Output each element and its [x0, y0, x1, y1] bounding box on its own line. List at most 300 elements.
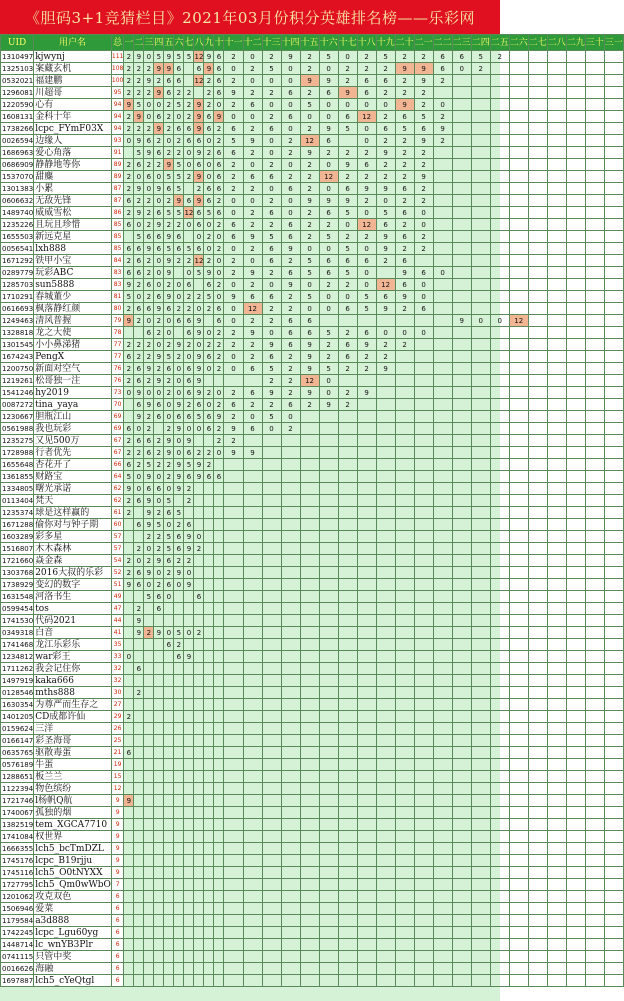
- username-link[interactable]: 为尊严而生存之: [34, 699, 112, 711]
- day-score-cell: [528, 663, 547, 675]
- table-row[interactable]: [1, 675, 624, 687]
- table-row[interactable]: [1, 927, 624, 939]
- table-row[interactable]: [1, 123, 624, 135]
- day-score-cell: 9: [194, 471, 204, 483]
- table-row[interactable]: [1, 459, 624, 471]
- table-row[interactable]: [1, 507, 624, 519]
- day-score-cell: [566, 555, 585, 567]
- username-link[interactable]: 甜麋: [34, 171, 112, 183]
- day-score-cell: [585, 687, 604, 699]
- day-score-cell: [414, 447, 433, 459]
- day-score-cell: [281, 459, 300, 471]
- username-link[interactable]: 孤独的烟: [34, 807, 112, 819]
- table-row[interactable]: [1, 711, 624, 723]
- day-score-cell: [281, 867, 300, 879]
- username-link[interactable]: l杨帆Q航: [34, 795, 112, 807]
- table-row[interactable]: [1, 735, 624, 747]
- table-row[interactable]: [1, 339, 624, 351]
- day-score-cell: 0: [164, 315, 174, 327]
- table-row[interactable]: [1, 111, 624, 123]
- day-score-cell: [490, 915, 509, 927]
- day-score-cell: 12: [300, 135, 319, 147]
- username-link[interactable]: hy2019: [34, 387, 112, 399]
- day-score-cell: [214, 843, 224, 855]
- day-score-cell: 6: [124, 351, 134, 363]
- day-score-cell: [547, 183, 566, 195]
- username-link[interactable]: 金科十年: [34, 111, 112, 123]
- day-score-cell: [585, 963, 604, 975]
- day-score-cell: 9: [194, 375, 204, 387]
- username-link[interactable]: 爱菜: [34, 903, 112, 915]
- table-row[interactable]: [1, 747, 624, 759]
- day-score-cell: [585, 411, 604, 423]
- day-score-cell: [214, 639, 224, 651]
- username-link[interactable]: 铁甲小宝: [34, 255, 112, 267]
- day-score-cell: 6: [144, 483, 154, 495]
- day-score-cell: [262, 843, 281, 855]
- table-row[interactable]: [1, 159, 624, 171]
- day-score-cell: [164, 615, 174, 627]
- table-row[interactable]: [1, 843, 624, 855]
- day-score-cell: [224, 459, 243, 471]
- username-link[interactable]: 权世界: [34, 831, 112, 843]
- day-score-cell: [262, 771, 281, 783]
- day-score-cell: 9: [184, 579, 194, 591]
- day-score-cell: 9: [174, 195, 184, 207]
- header-day-9: 九: [204, 35, 214, 51]
- username-link[interactable]: 行者优先: [34, 447, 112, 459]
- day-score-cell: [395, 699, 414, 711]
- day-score-cell: [547, 243, 566, 255]
- day-score-cell: 9: [452, 315, 471, 327]
- day-score-cell: [124, 627, 134, 639]
- day-score-cell: [452, 531, 471, 543]
- table-row[interactable]: [1, 783, 624, 795]
- day-score-cell: [300, 507, 319, 519]
- day-score-cell: [604, 735, 623, 747]
- day-score-cell: [174, 723, 184, 735]
- username-link[interactable]: 案藏玄机: [34, 63, 112, 75]
- username-link[interactable]: 物色缤纷: [34, 783, 112, 795]
- day-score-cell: 9: [134, 387, 144, 399]
- username-link[interactable]: 清风普握: [34, 315, 112, 327]
- username-link[interactable]: 财路宝: [34, 471, 112, 483]
- table-row[interactable]: [1, 231, 624, 243]
- day-score-cell: [154, 831, 164, 843]
- username-link[interactable]: PengX: [34, 351, 112, 363]
- table-row[interactable]: [1, 255, 624, 267]
- table-row[interactable]: [1, 483, 624, 495]
- day-score-cell: 0: [134, 471, 144, 483]
- day-score-cell: [243, 471, 262, 483]
- table-row[interactable]: [1, 63, 624, 75]
- day-score-cell: [490, 747, 509, 759]
- username-link[interactable]: sun5888: [34, 279, 112, 291]
- username-link[interactable]: 彩圣海哥: [34, 735, 112, 747]
- table-row[interactable]: [1, 291, 624, 303]
- uid-cell: 1301383: [2, 184, 34, 193]
- day-score-cell: [433, 447, 452, 459]
- day-score-cell: [547, 339, 566, 351]
- table-row[interactable]: [1, 435, 624, 447]
- username-link[interactable]: 玩彩ABC: [34, 267, 112, 279]
- table-row[interactable]: [1, 891, 624, 903]
- day-score-cell: [124, 663, 134, 675]
- username-link[interactable]: 变幻的数字: [34, 579, 112, 591]
- username-link[interactable]: 新远克星: [34, 231, 112, 243]
- table-row[interactable]: [1, 531, 624, 543]
- day-score-cell: [338, 555, 357, 567]
- table-row[interactable]: [1, 771, 624, 783]
- day-score-cell: [528, 51, 547, 63]
- day-score-cell: [509, 387, 528, 399]
- table-row[interactable]: [1, 615, 624, 627]
- table-row[interactable]: [1, 819, 624, 831]
- table-row[interactable]: [1, 567, 624, 579]
- day-score-cell: [300, 639, 319, 651]
- table-row[interactable]: [1, 807, 624, 819]
- table-row[interactable]: [1, 87, 624, 99]
- table-row[interactable]: [1, 447, 624, 459]
- day-score-cell: 2: [184, 171, 194, 183]
- day-score-cell: [604, 267, 623, 279]
- table-row[interactable]: [1, 327, 624, 339]
- table-row[interactable]: [1, 267, 624, 279]
- day-score-cell: [604, 939, 623, 951]
- table-row[interactable]: [1, 387, 624, 399]
- username-link[interactable]: tina_yaya: [34, 399, 112, 411]
- day-score-cell: 6: [204, 279, 214, 291]
- username-link[interactable]: 焱金森: [34, 555, 112, 567]
- day-score-cell: [300, 567, 319, 579]
- day-score-cell: [376, 471, 395, 483]
- username-link[interactable]: 海融: [34, 963, 112, 975]
- table-row[interactable]: [1, 555, 624, 567]
- day-score-cell: [174, 771, 184, 783]
- username-link[interactable]: 2016大叔的乐彩: [34, 567, 112, 579]
- day-score-cell: [319, 459, 338, 471]
- day-score-cell: [319, 723, 338, 735]
- username-link[interactable]: 心有: [34, 99, 112, 111]
- day-score-cell: [433, 303, 452, 315]
- table-row[interactable]: [1, 915, 624, 927]
- day-score-cell: 6: [338, 303, 357, 315]
- day-score-cell: [585, 975, 604, 987]
- table-row[interactable]: [1, 867, 624, 879]
- day-score-cell: [243, 579, 262, 591]
- day-score-cell: [433, 315, 452, 327]
- table-row[interactable]: [1, 279, 624, 291]
- day-score-cell: 5: [338, 267, 357, 279]
- table-row[interactable]: [1, 147, 624, 159]
- day-score-cell: 0: [414, 279, 433, 291]
- uid-cell: 1249463: [2, 316, 34, 325]
- username-link[interactable]: lcpc_FYmF03X: [34, 123, 112, 135]
- username-link[interactable]: lc_wnYB3Plr: [34, 939, 112, 951]
- table-row[interactable]: [1, 135, 624, 147]
- username-link[interactable]: tos: [34, 603, 112, 615]
- table-row[interactable]: [1, 831, 624, 843]
- username-link[interactable]: kjwynj: [34, 51, 112, 63]
- day-score-cell: [509, 63, 528, 75]
- username-link[interactable]: lcpc_Lgu60yg: [34, 927, 112, 939]
- day-score-cell: [281, 807, 300, 819]
- username-link[interactable]: 牛蛋: [34, 759, 112, 771]
- table-row[interactable]: [1, 219, 624, 231]
- table-row[interactable]: [1, 99, 624, 111]
- username-link[interactable]: war彩王: [34, 651, 112, 663]
- day-score-cell: 2: [144, 531, 154, 543]
- header-day-1: 一: [124, 35, 134, 51]
- username-link[interactable]: 曙光承诺: [34, 483, 112, 495]
- day-score-cell: 5: [164, 531, 174, 543]
- day-score-cell: [471, 819, 490, 831]
- username-link[interactable]: 板兰兰: [34, 771, 112, 783]
- table-row[interactable]: [1, 495, 624, 507]
- day-score-cell: [319, 699, 338, 711]
- table-row[interactable]: [1, 303, 624, 315]
- day-score-cell: [547, 267, 566, 279]
- day-score-cell: [490, 279, 509, 291]
- day-score-cell: [262, 663, 281, 675]
- username-link[interactable]: 枫落静红颜: [34, 303, 112, 315]
- table-row[interactable]: [1, 471, 624, 483]
- table-row[interactable]: [1, 603, 624, 615]
- table-row[interactable]: [1, 639, 624, 651]
- username-link[interactable]: 彩多星: [34, 531, 112, 543]
- day-score-cell: [281, 471, 300, 483]
- day-score-cell: [604, 843, 623, 855]
- day-score-cell: 9: [164, 267, 174, 279]
- day-score-cell: 6: [214, 303, 224, 315]
- username-link[interactable]: 龙江乐彩乐: [34, 639, 112, 651]
- username-link[interactable]: 春城董少: [34, 291, 112, 303]
- username-link[interactable]: lxh888: [34, 243, 112, 255]
- username-link[interactable]: 攻克双色: [34, 891, 112, 903]
- username-link[interactable]: lcpc_B19rjju: [34, 855, 112, 867]
- day-score-cell: [204, 543, 214, 555]
- day-score-cell: [471, 219, 490, 231]
- day-score-cell: [471, 855, 490, 867]
- username-link[interactable]: 小小鼻涕猪: [34, 339, 112, 351]
- username-link[interactable]: 龙之大使: [34, 327, 112, 339]
- day-score-cell: [566, 579, 585, 591]
- total-score-cell: 67: [111, 435, 123, 447]
- table-row[interactable]: [1, 363, 624, 375]
- day-score-cell: [194, 495, 204, 507]
- day-score-cell: 2: [338, 327, 357, 339]
- day-score-cell: [124, 891, 134, 903]
- day-score-cell: [604, 447, 623, 459]
- table-row[interactable]: [1, 879, 624, 891]
- username-link[interactable]: 静静地等你: [34, 159, 112, 171]
- day-score-cell: [433, 867, 452, 879]
- day-score-cell: [338, 831, 357, 843]
- username-link[interactable]: lch5_Qm0wWbO: [35, 879, 111, 890]
- table-row[interactable]: [1, 651, 624, 663]
- day-score-cell: [395, 555, 414, 567]
- username-link[interactable]: mths888: [34, 687, 112, 699]
- day-score-cell: 6: [204, 123, 214, 135]
- username-link[interactable]: lch5_O0tNYXX: [34, 867, 112, 879]
- table-row[interactable]: [1, 903, 624, 915]
- table-row[interactable]: [1, 723, 624, 735]
- username-link[interactable]: 我会记住你: [34, 663, 112, 675]
- table-row[interactable]: [1, 975, 624, 987]
- table-row[interactable]: [1, 51, 624, 63]
- table-row[interactable]: [1, 315, 624, 327]
- day-score-cell: [184, 807, 194, 819]
- username-link[interactable]: 河洛书生: [34, 591, 112, 603]
- day-score-cell: [566, 231, 585, 243]
- table-row[interactable]: [1, 591, 624, 603]
- username-link[interactable]: 球是这样赢的: [34, 507, 112, 519]
- username-link[interactable]: 威威雪松: [34, 207, 112, 219]
- table-row[interactable]: [1, 579, 624, 591]
- table-row[interactable]: [1, 663, 624, 675]
- day-score-cell: 9: [357, 387, 376, 399]
- username-link[interactable]: 边缘人: [34, 135, 112, 147]
- username-link[interactable]: 胆瓶江山: [34, 411, 112, 423]
- table-row[interactable]: [1, 759, 624, 771]
- table-row[interactable]: [1, 423, 624, 435]
- table-row[interactable]: [1, 375, 624, 387]
- day-score-cell: [124, 147, 134, 159]
- username-link[interactable]: 三洋: [34, 723, 112, 735]
- day-score-cell: [471, 795, 490, 807]
- username-link[interactable]: 木木森林: [34, 543, 112, 555]
- leaderboard-table-container[interactable]: [0, 34, 623, 1001]
- day-score-cell: [224, 915, 243, 927]
- day-score-cell: 2: [395, 243, 414, 255]
- day-score-cell: [214, 591, 224, 603]
- table-row[interactable]: [1, 543, 624, 555]
- username-link[interactable]: a3d888: [34, 915, 112, 927]
- table-row[interactable]: [1, 855, 624, 867]
- username-link[interactable]: 新面对空气: [34, 363, 112, 375]
- day-score-cell: [204, 735, 214, 747]
- day-score-cell: 2: [376, 339, 395, 351]
- day-score-cell: [357, 615, 376, 627]
- day-score-cell: [471, 723, 490, 735]
- username-link[interactable]: 爱心角落: [34, 147, 112, 159]
- username-link[interactable]: 且玩且珍惜: [34, 219, 112, 231]
- day-score-cell: [528, 255, 547, 267]
- table-row[interactable]: [1, 195, 624, 207]
- table-row[interactable]: [1, 963, 624, 975]
- table-row[interactable]: [1, 207, 624, 219]
- day-score-cell: [134, 759, 144, 771]
- day-score-cell: 6: [357, 327, 376, 339]
- day-score-cell: [243, 651, 262, 663]
- table-row[interactable]: [1, 183, 624, 195]
- day-score-cell: 0: [184, 627, 194, 639]
- username-link[interactable]: 松哥独一注: [34, 375, 112, 387]
- day-score-cell: [471, 975, 490, 987]
- username-link[interactable]: 我也玩彩: [34, 423, 112, 435]
- username-link[interactable]: kaka666: [34, 675, 112, 687]
- username-link[interactable]: 又见500万: [34, 435, 112, 447]
- username-link[interactable]: 梵天: [34, 495, 112, 507]
- day-score-cell: [338, 579, 357, 591]
- table-row[interactable]: [1, 699, 624, 711]
- day-score-cell: [395, 387, 414, 399]
- day-score-cell: 6: [357, 87, 376, 99]
- table-row[interactable]: [1, 399, 624, 411]
- day-score-cell: [224, 591, 243, 603]
- total-score-cell: 70: [111, 399, 123, 411]
- table-row[interactable]: [1, 627, 624, 639]
- day-score-cell: [452, 435, 471, 447]
- table-row[interactable]: [1, 795, 624, 807]
- table-row[interactable]: [1, 243, 624, 255]
- day-score-cell: [224, 951, 243, 963]
- uid-cell: 1608131: [2, 112, 34, 121]
- day-score-cell: 6: [214, 147, 224, 159]
- username-link[interactable]: 川超哥: [34, 87, 112, 99]
- table-row[interactable]: [1, 411, 624, 423]
- table-row[interactable]: [1, 519, 624, 531]
- username-link[interactable]: 驱散毒蛋: [34, 747, 112, 759]
- day-score-cell: 9: [395, 63, 414, 75]
- table-row[interactable]: [1, 939, 624, 951]
- day-score-cell: [604, 339, 623, 351]
- username-link[interactable]: 偷你对与钟子期: [34, 519, 112, 531]
- day-score-cell: 2: [144, 123, 154, 135]
- username-link[interactable]: lch5_cYeQtgl: [34, 975, 112, 987]
- table-row[interactable]: [1, 171, 624, 183]
- username-link[interactable]: 白音: [34, 627, 112, 639]
- username-link[interactable]: tem_XGCA7710: [34, 819, 112, 831]
- table-row[interactable]: [1, 687, 624, 699]
- table-row[interactable]: [1, 951, 624, 963]
- day-score-cell: 2: [134, 87, 144, 99]
- day-score-cell: 2: [395, 339, 414, 351]
- day-score-cell: [490, 291, 509, 303]
- username-link[interactable]: 只管中奖: [34, 951, 112, 963]
- day-score-cell: [490, 951, 509, 963]
- day-score-cell: [566, 843, 585, 855]
- username-link[interactable]: 杏花开了: [34, 459, 112, 471]
- table-row[interactable]: [1, 75, 624, 87]
- day-score-cell: [490, 507, 509, 519]
- day-score-cell: [395, 831, 414, 843]
- day-score-cell: [547, 231, 566, 243]
- day-score-cell: [154, 795, 164, 807]
- day-score-cell: [509, 939, 528, 951]
- username-link[interactable]: 小累: [34, 183, 112, 195]
- day-score-cell: 2: [243, 63, 262, 75]
- day-score-cell: 2: [184, 399, 194, 411]
- username-link[interactable]: CD成都许仙: [34, 711, 112, 723]
- day-score-cell: [204, 675, 214, 687]
- day-score-cell: [528, 399, 547, 411]
- day-score-cell: [509, 159, 528, 171]
- table-row[interactable]: [1, 351, 624, 363]
- day-score-cell: [262, 531, 281, 543]
- page-title: 《胆码3+1竞猜栏目》2021年03月份积分英雄排名榜——乐彩网: [25, 8, 475, 27]
- username-link[interactable]: 福建鹏: [34, 75, 112, 87]
- day-score-cell: [300, 495, 319, 507]
- day-score-cell: [452, 123, 471, 135]
- username-link[interactable]: 无敌先锋: [34, 195, 112, 207]
- username-link[interactable]: 代码2021: [34, 615, 112, 627]
- day-score-cell: [338, 807, 357, 819]
- username-link[interactable]: lch5_bcTmDZL: [34, 843, 112, 855]
- day-score-cell: [433, 699, 452, 711]
- day-score-cell: [184, 615, 194, 627]
- day-score-cell: [214, 375, 224, 387]
